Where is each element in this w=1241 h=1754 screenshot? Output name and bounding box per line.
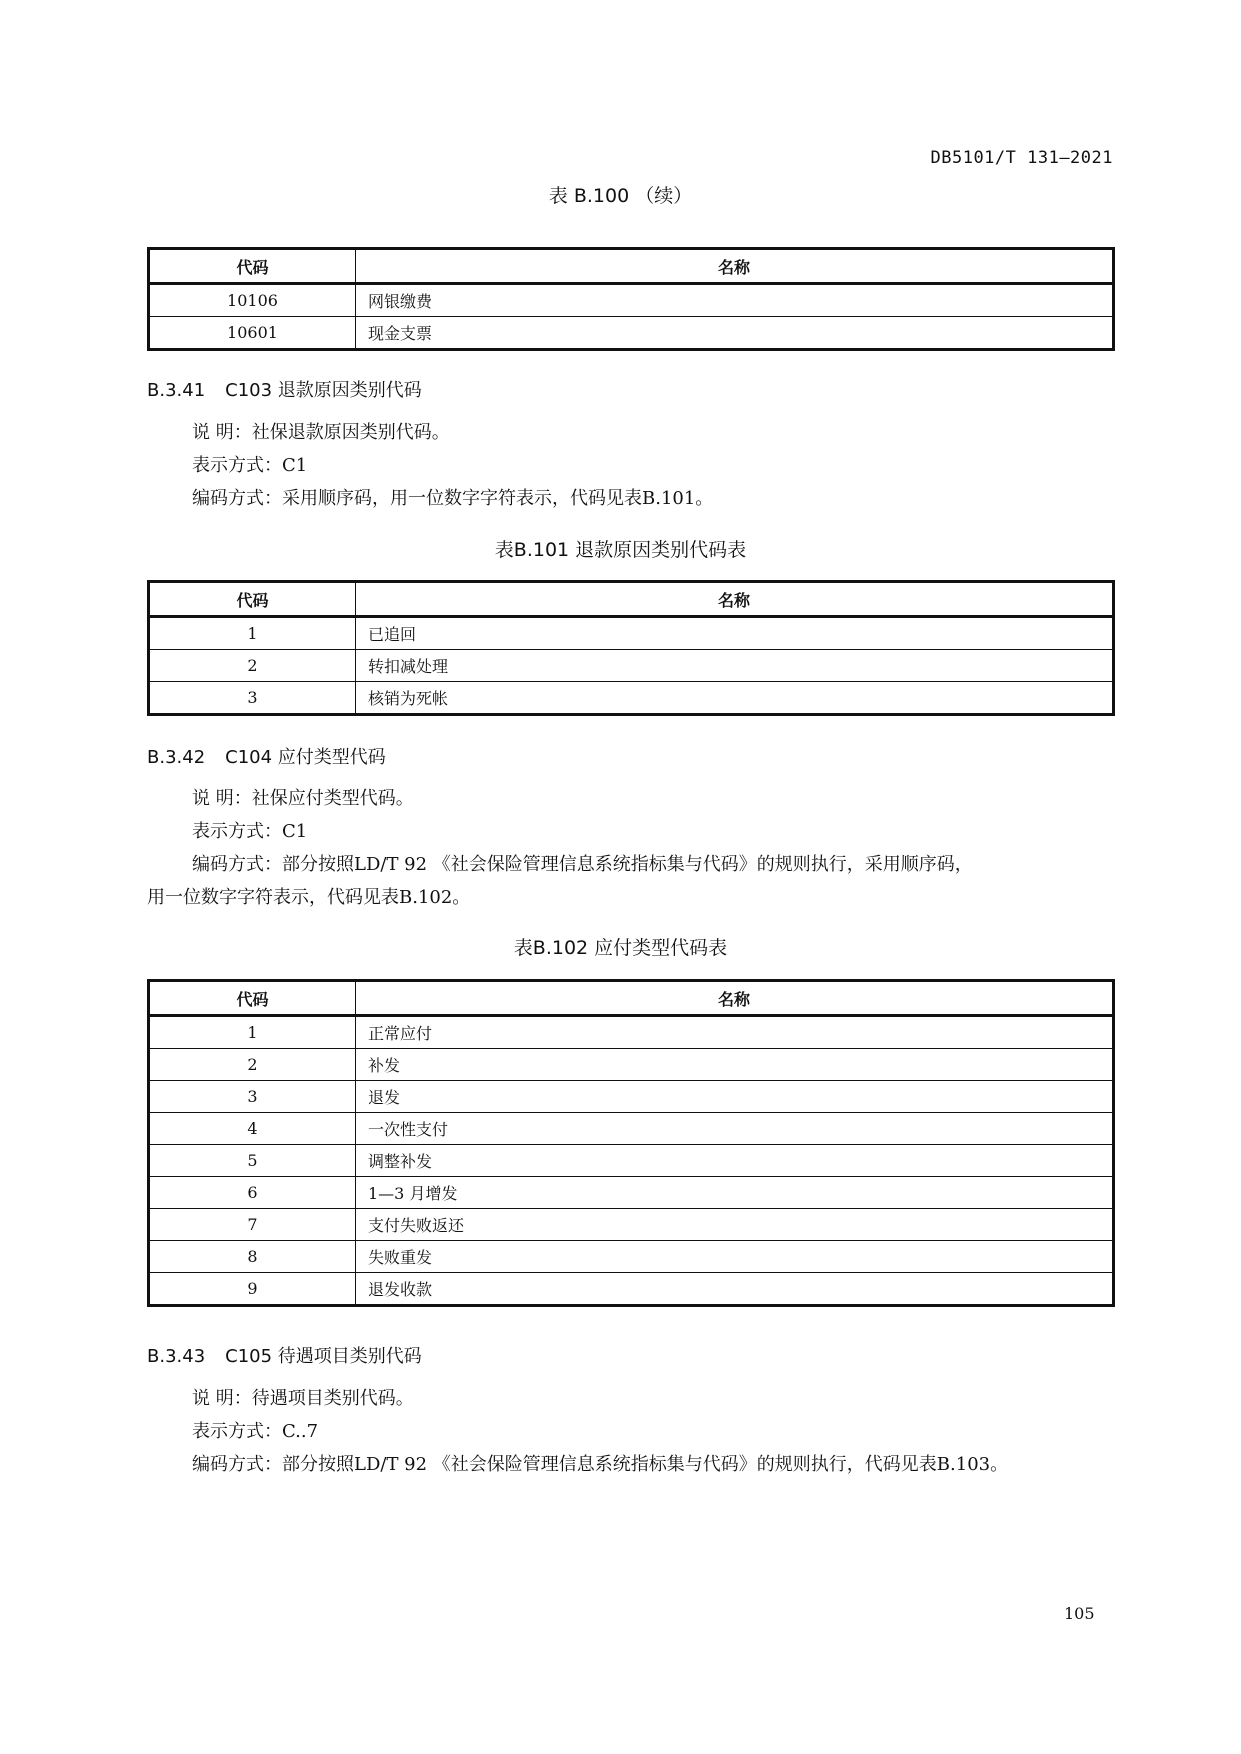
section-heading-b342 [147,743,386,769]
table-b100-caption: 表 B.100 （续） [548,185,693,207]
name-cell: 补发 [356,1049,1114,1081]
format-line: 表示方式：C..7 [192,1421,319,1442]
coding-line: 编码方式：采用顺序码，用一位数字字符表示，代码见表B.101。 [192,488,714,509]
table-b100 [147,247,1115,351]
name-cell: 已追回 [356,617,1114,650]
name-cell: 现金支票 [356,317,1114,350]
coding-line: 编码方式：部分按照LD/T 92 《社会保险管理信息系统指标集与代码》的规则执行，采用顺序码， [192,854,973,875]
name-cell: 支付失败返还 [356,1209,1114,1241]
coding-line-continued: 用一位数字字符表示，代码见表B.102。 [147,887,471,908]
column-header-name: 名称 [356,249,1114,284]
code-cell: 10106 [149,284,356,317]
code-cell: 7 [149,1209,356,1241]
name-cell: 转扣减处理 [356,650,1114,682]
name-cell: 网银缴费 [356,284,1114,317]
table-row [149,284,1114,317]
table-row [149,1273,1114,1306]
table-row [149,1113,1114,1145]
code-cell: 9 [149,1273,356,1306]
table-b102-caption: 表B.102 应付类型代码表 [513,937,728,959]
code-cell: 3 [149,1081,356,1113]
column-header-name: 名称 [356,582,1114,617]
section-number: B.3.41 [147,380,206,401]
table-row [149,617,1114,650]
name-cell: 退发 [356,1081,1114,1113]
table-row [149,317,1114,350]
table-header-row [149,249,1114,284]
name-cell: 退发收款 [356,1273,1114,1306]
section-title: C105 待遇项目类别代码 [225,1346,422,1367]
column-header-code: 代码 [149,582,356,617]
code-cell: 2 [149,650,356,682]
section-heading-b341 [147,376,422,402]
section-heading-b343 [147,1342,422,1368]
coding-line: 编码方式：部分按照LD/T 92 《社会保险管理信息系统指标集与代码》的规则执行，代码见表B.103。 [192,1454,1009,1475]
table-b101-caption: 表B.101 退款原因类别代码表 [494,539,747,561]
description-line: 说 明：待遇项目类别代码。 [192,1388,414,1409]
table-row [149,1209,1114,1241]
page-number: 105 [1064,1604,1095,1623]
table-row [149,1081,1114,1113]
code-cell: 1 [149,617,356,650]
description-line: 说 明：社保应付类型代码。 [192,788,414,809]
section-number: B.3.42 [147,747,206,768]
table-header-row [149,981,1114,1016]
column-header-code: 代码 [149,249,356,284]
format-line: 表示方式：C1 [192,455,308,476]
document-number: DB5101/T 131—2021 [930,148,1113,168]
description-line: 说 明：社保退款原因类别代码。 [192,422,450,443]
table-row [149,1177,1114,1209]
name-cell: 正常应付 [356,1016,1114,1049]
table-row [149,682,1114,715]
format-line: 表示方式：C1 [192,821,308,842]
code-cell: 10601 [149,317,356,350]
code-cell: 6 [149,1177,356,1209]
name-cell: 核销为死帐 [356,682,1114,715]
table-row [149,1241,1114,1273]
name-cell: 调整补发 [356,1145,1114,1177]
section-title: C103 退款原因类别代码 [225,380,422,401]
code-cell: 2 [149,1049,356,1081]
table-row [149,650,1114,682]
table-b101 [147,580,1115,716]
name-cell: 失败重发 [356,1241,1114,1273]
code-cell: 1 [149,1016,356,1049]
code-cell: 8 [149,1241,356,1273]
table-header-row [149,582,1114,617]
name-cell: 一次性支付 [356,1113,1114,1145]
section-number: B.3.43 [147,1346,206,1367]
table-b102 [147,979,1115,1307]
code-cell: 3 [149,682,356,715]
code-cell: 5 [149,1145,356,1177]
code-cell: 4 [149,1113,356,1145]
column-header-name: 名称 [356,981,1114,1016]
section-title: C104 应付类型代码 [225,747,386,768]
name-cell: 1—3 月增发 [356,1177,1114,1209]
table-row [149,1145,1114,1177]
table-row [149,1016,1114,1049]
column-header-code: 代码 [149,981,356,1016]
table-row [149,1049,1114,1081]
